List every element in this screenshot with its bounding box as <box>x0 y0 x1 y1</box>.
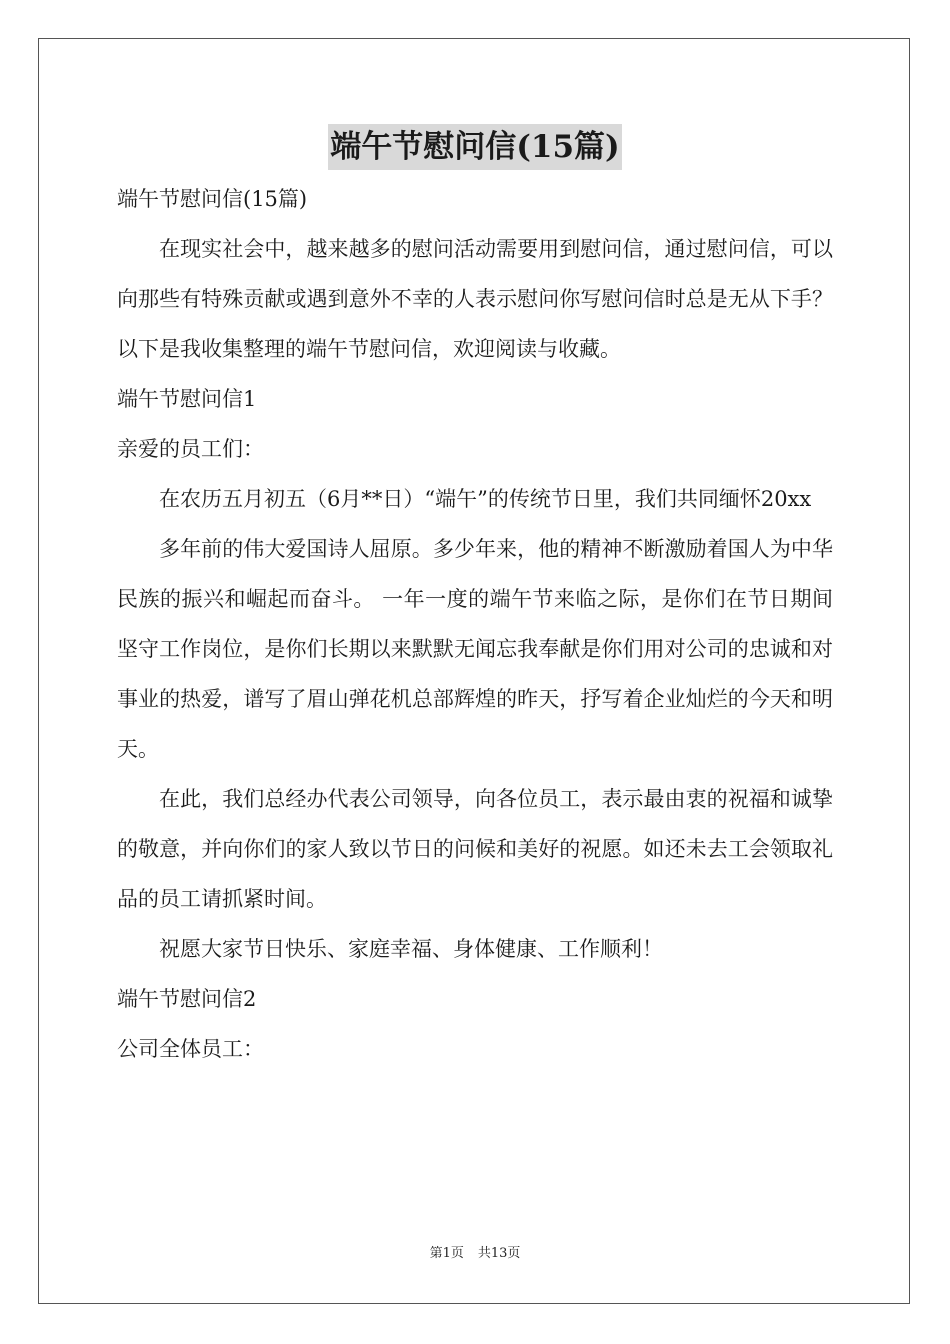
page-total: 共13页 <box>477 1246 521 1261</box>
document-subtitle: 端午节慰问信(15篇) <box>117 187 308 211</box>
letter1-salutation: 亲爱的员工们： <box>117 437 264 461</box>
letter2-salutation: 公司全体员工： <box>117 1037 264 1061</box>
document-title: 端午节慰问信(15篇) <box>328 124 621 170</box>
letter1-paragraph-1: 在农历五月初五（6月**日）“端午”的传统节日里，我们共同缅怀20xx <box>159 487 812 511</box>
letter1-heading: 端午节慰问信1 <box>117 387 257 411</box>
letter1-paragraph-4: 祝愿大家节日快乐、家庭幸福、身体健康、工作顺利！ <box>159 937 663 961</box>
page-footer <box>0 1244 950 1264</box>
intro-paragraph: 在现实社会中，越来越多的慰问活动需要用到慰问信，通过慰问信，可以向那些有特殊贡献或遇到意外不幸的人表示慰问你写慰问信时总是无从下手？以下是我收集整理的端午节慰问信，欢迎阅读与收藏。 <box>117 237 833 361</box>
document-body <box>117 174 833 1074</box>
letter1-paragraph-2: 多年前的伟大爱国诗人屈原。多少年来，他的精神不断激励着国人为中华民族的振兴和崛起而奋斗。 一年一度的端午节来临之际，是你们在节日期间坚守工作岗位，是你们长期以来默默无闻忘我奉献是你们用对公司的忠诚和对事业的热爱，谱写了眉山弹花机总部辉煌的昨天，抒写着企业灿烂的今天和明天。 <box>117 537 833 761</box>
letter2-heading: 端午节慰问信2 <box>117 987 257 1011</box>
title-container <box>0 124 950 170</box>
letter1-paragraph-3: 在此，我们总经办代表公司领导，向各位员工，表示最由衷的祝福和诚挚的敬意，并向你们的家人致以节日的问候和美好的祝愿。如还未去工会领取礼品的员工请抓紧时间。 <box>117 787 833 911</box>
page-number: 第1页 <box>429 1246 464 1261</box>
